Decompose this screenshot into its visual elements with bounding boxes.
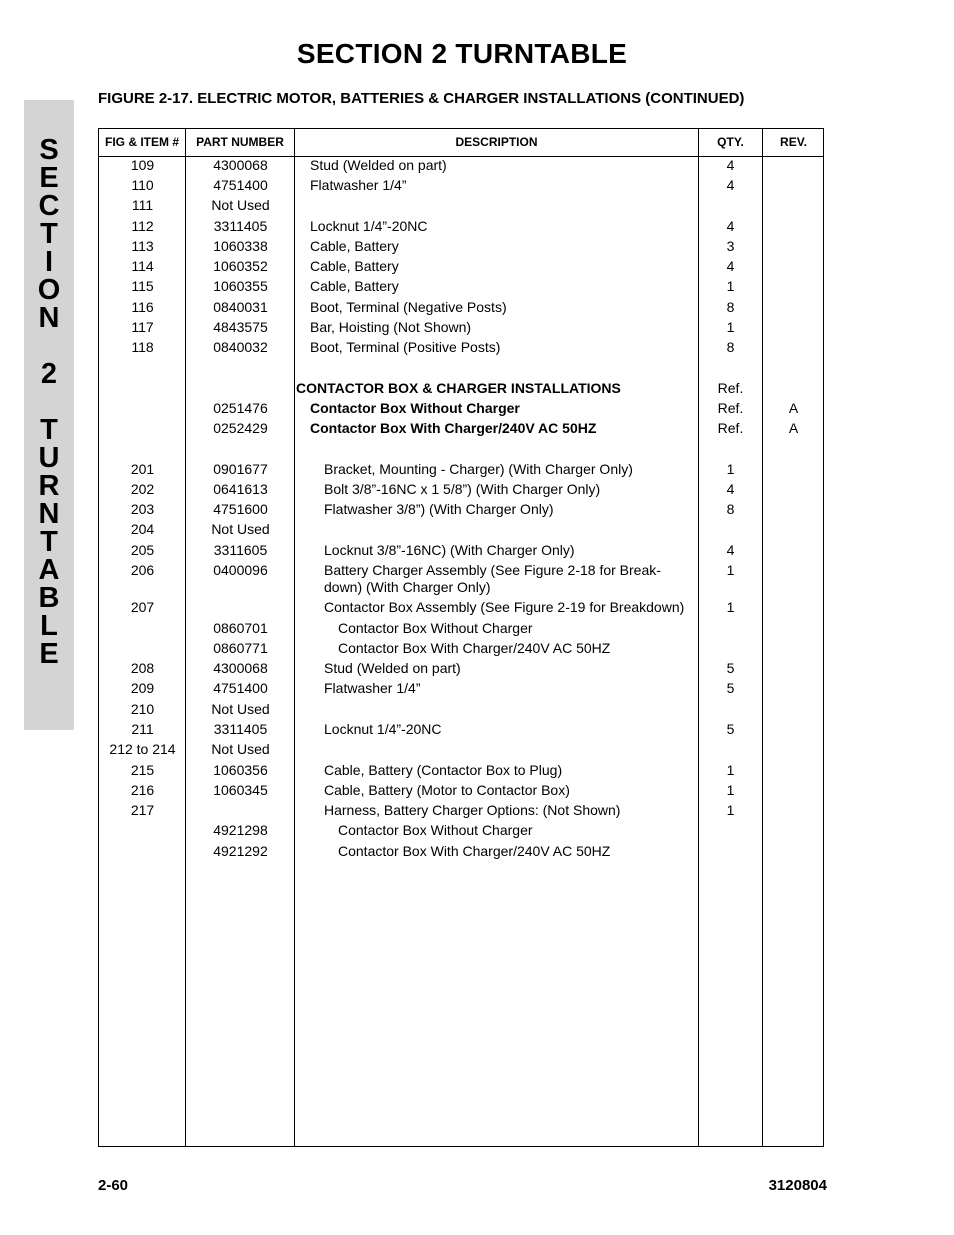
part-number-cell: 0252429 bbox=[213, 420, 268, 436]
description-cell bbox=[296, 501, 696, 518]
item-number-cell: 212 to 214 bbox=[109, 741, 176, 757]
description-line: Cable, Battery bbox=[310, 238, 399, 254]
item-number-cell: 216 bbox=[130, 782, 155, 798]
part-number-cell: 4300068 bbox=[213, 157, 268, 173]
description-line: Contactor Box Without Charger bbox=[338, 822, 533, 838]
part-number-cell: 0840031 bbox=[213, 299, 268, 315]
qty-cell: 1 bbox=[726, 802, 735, 818]
item-number-cell: 112 bbox=[131, 218, 154, 234]
qty-cell: 4 bbox=[726, 542, 735, 558]
rev-cell: A bbox=[788, 400, 799, 416]
qty-cell: 4 bbox=[726, 218, 735, 234]
page-number: 2-60 bbox=[98, 1177, 129, 1194]
part-number-cell: 4921298 bbox=[213, 822, 268, 838]
side-tab-letter: E bbox=[39, 162, 59, 194]
qty-cell: 1 bbox=[726, 562, 735, 578]
part-number-cell: 4751400 bbox=[213, 680, 268, 696]
qty-cell: 1 bbox=[726, 278, 735, 294]
qty-cell: Ref. bbox=[717, 380, 744, 396]
item-number-cell: 209 bbox=[130, 680, 155, 696]
side-tab-letter: T bbox=[40, 526, 58, 558]
description-line: Stud (Welded on part) bbox=[310, 157, 447, 173]
item-number-cell: 202 bbox=[130, 481, 155, 497]
description-cell bbox=[296, 481, 696, 498]
description-line: Contactor Box With Charger/240V AC 50HZ bbox=[310, 420, 597, 436]
description-cell bbox=[296, 238, 696, 255]
description-line: down) (With Charger Only) bbox=[324, 579, 491, 595]
description-line: Cable, Battery bbox=[310, 258, 399, 274]
item-number-cell: 208 bbox=[130, 660, 155, 676]
part-number-cell: Not Used bbox=[211, 741, 270, 757]
part-number-cell: 4843575 bbox=[213, 319, 268, 335]
description-line: Harness, Battery Charger Options: (Not Shown) bbox=[324, 802, 621, 818]
description-line: Boot, Terminal (Positive Posts) bbox=[310, 339, 501, 355]
description-line: Boot, Terminal (Negative Posts) bbox=[310, 299, 507, 315]
part-number-cell: 0400096 bbox=[213, 562, 268, 578]
part-number-cell: Not Used bbox=[211, 197, 270, 213]
side-tab-letter: 2 bbox=[40, 358, 58, 390]
item-number-cell: 203 bbox=[130, 501, 155, 517]
side-tab-letter: R bbox=[38, 470, 60, 502]
qty-cell: 8 bbox=[726, 501, 735, 517]
part-number-cell: 0860701 bbox=[213, 620, 268, 636]
description-line: Battery Charger Assembly (See Figure 2-18 for Break- bbox=[324, 562, 661, 578]
side-tab-letter: O bbox=[37, 274, 61, 306]
qty-cell: 5 bbox=[726, 660, 735, 676]
column-divider bbox=[762, 129, 763, 1146]
side-tab-letter: U bbox=[38, 442, 60, 474]
side-tab-letter: B bbox=[38, 582, 60, 614]
qty-cell: 1 bbox=[726, 319, 735, 335]
header-qty: QTY. bbox=[717, 135, 744, 149]
qty-cell: 8 bbox=[726, 339, 735, 355]
description-cell bbox=[296, 258, 696, 275]
qty-cell: 1 bbox=[726, 599, 735, 615]
description-line: Cable, Battery (Contactor Box to Plug) bbox=[324, 762, 563, 778]
part-number-cell: 4300068 bbox=[213, 660, 268, 676]
description-cell bbox=[296, 762, 696, 779]
qty-cell: 1 bbox=[726, 461, 735, 477]
section-side-tab bbox=[24, 100, 74, 730]
part-number-cell: 3311405 bbox=[213, 218, 268, 234]
item-number-cell: 116 bbox=[131, 299, 154, 315]
qty-cell: 4 bbox=[726, 177, 735, 193]
description-line: Flatwasher 1/4” bbox=[324, 680, 421, 696]
item-number-cell: 217 bbox=[130, 802, 155, 818]
side-tab-letter: T bbox=[40, 414, 58, 446]
qty-cell: 1 bbox=[726, 762, 735, 778]
part-number-cell: 0901677 bbox=[213, 461, 268, 477]
item-number-cell: 204 bbox=[130, 521, 155, 537]
item-number-cell: 210 bbox=[130, 701, 155, 717]
qty-cell: Ref. bbox=[717, 400, 744, 416]
description-cell bbox=[296, 680, 696, 697]
side-tab-letter: N bbox=[38, 302, 60, 334]
item-number-cell: 207 bbox=[130, 599, 155, 615]
description-cell bbox=[296, 380, 696, 397]
part-number-cell: 0840032 bbox=[213, 339, 268, 355]
part-number-cell: 1060355 bbox=[213, 278, 268, 294]
description-cell bbox=[296, 640, 696, 657]
description-line: Bracket, Mounting - Charger) (With Charger Only) bbox=[324, 461, 633, 477]
description-cell bbox=[296, 278, 696, 295]
qty-cell: 3 bbox=[726, 238, 735, 254]
description-line: Contactor Box With Charger/240V AC 50HZ bbox=[338, 640, 611, 656]
description-line: Locknut 1/4”-20NC bbox=[310, 218, 428, 234]
item-number-cell: 206 bbox=[130, 562, 155, 578]
description-line: Contactor Box Without Charger bbox=[310, 400, 520, 416]
item-number-cell: 215 bbox=[130, 762, 155, 778]
description-cell bbox=[296, 461, 696, 478]
rev-cell: A bbox=[788, 420, 799, 436]
item-number-cell: 109 bbox=[130, 157, 155, 173]
description-cell bbox=[296, 562, 696, 596]
item-number-cell: 110 bbox=[131, 177, 154, 193]
description-cell bbox=[296, 177, 696, 194]
qty-cell: 4 bbox=[726, 258, 735, 274]
document-number: 3120804 bbox=[768, 1177, 827, 1194]
description-line: Cable, Battery bbox=[310, 278, 399, 294]
item-number-cell: 201 bbox=[130, 461, 155, 477]
side-tab-letter: S bbox=[39, 134, 59, 166]
figure-title: FIGURE 2-17. ELECTRIC MOTOR, BATTERIES & CHARGER INSTALLATIONS (CONTINUED) bbox=[98, 90, 745, 107]
description-cell bbox=[296, 400, 696, 417]
description-line: Cable, Battery (Motor to Contactor Box) bbox=[324, 782, 570, 798]
item-number-cell: 113 bbox=[131, 238, 154, 254]
side-tab-letter: E bbox=[39, 638, 59, 670]
parts-table bbox=[98, 128, 824, 1147]
part-number-cell: 4921292 bbox=[213, 843, 268, 859]
description-line: Stud (Welded on part) bbox=[324, 660, 461, 676]
description-line: Contactor Box Without Charger bbox=[338, 620, 533, 636]
qty-cell: 8 bbox=[726, 299, 735, 315]
item-number-cell: 118 bbox=[131, 339, 154, 355]
item-number-cell: 115 bbox=[131, 278, 154, 294]
description-cell bbox=[296, 843, 696, 860]
header-part-number: PART NUMBER bbox=[196, 135, 284, 149]
side-tab-letter: A bbox=[38, 554, 60, 586]
description-cell bbox=[296, 721, 696, 738]
section-title: SECTION 2 TURNTABLE bbox=[296, 38, 628, 69]
description-line: Locknut 3/8”-16NC) (With Charger Only) bbox=[324, 542, 575, 558]
description-line: Contactor Box Assembly (See Figure 2-19 for Breakdown) bbox=[324, 599, 685, 615]
header-item: FIG & ITEM # bbox=[104, 135, 179, 149]
description-line: CONTACTOR BOX & CHARGER INSTALLATIONS bbox=[296, 380, 621, 396]
part-number-cell: 4751400 bbox=[213, 177, 268, 193]
header-rev: REV. bbox=[780, 135, 807, 149]
header-description: DESCRIPTION bbox=[455, 135, 538, 149]
side-tab-letter: L bbox=[40, 610, 58, 642]
item-number-cell: 211 bbox=[131, 721, 154, 737]
part-number-cell: 3311605 bbox=[213, 542, 268, 558]
description-line: Bar, Hoisting (Not Shown) bbox=[310, 319, 472, 335]
description-line: Flatwasher 3/8”) (With Charger Only) bbox=[324, 501, 554, 517]
description-cell bbox=[296, 420, 696, 437]
side-tab-letter: T bbox=[40, 218, 58, 250]
description-cell bbox=[296, 802, 696, 819]
part-number-cell: 1060345 bbox=[213, 782, 268, 798]
qty-cell: Ref. bbox=[717, 420, 744, 436]
part-number-cell: 4751600 bbox=[213, 501, 268, 517]
part-number-cell: Not Used bbox=[211, 521, 270, 537]
description-line: Locknut 1/4”-20NC bbox=[324, 721, 442, 737]
part-number-cell: 3311405 bbox=[213, 721, 268, 737]
qty-cell: 4 bbox=[726, 481, 735, 497]
description-cell bbox=[296, 542, 696, 559]
part-number-cell: 1060356 bbox=[213, 762, 268, 778]
description-cell bbox=[296, 660, 696, 677]
description-cell bbox=[296, 782, 696, 799]
qty-cell: 4 bbox=[726, 157, 735, 173]
description-line: Bolt 3/8”-16NC x 1 5/8”) (With Charger Only) bbox=[324, 481, 601, 497]
item-number-cell: 205 bbox=[130, 542, 155, 558]
description-cell bbox=[296, 319, 696, 336]
part-number-cell: 1060338 bbox=[213, 238, 268, 254]
item-number-cell: 117 bbox=[131, 319, 154, 335]
part-number-cell: Not Used bbox=[211, 701, 270, 717]
part-number-cell: 0641613 bbox=[213, 481, 268, 497]
part-number-cell: 0860771 bbox=[213, 640, 268, 656]
description-line: Contactor Box With Charger/240V AC 50HZ bbox=[338, 843, 611, 859]
description-cell bbox=[296, 822, 696, 839]
qty-cell: 1 bbox=[726, 782, 735, 798]
description-cell bbox=[296, 299, 696, 316]
side-tab-letter: I bbox=[44, 246, 54, 278]
part-number-cell: 0251476 bbox=[213, 400, 268, 416]
part-number-cell: 1060352 bbox=[213, 258, 268, 274]
side-tab-letter: N bbox=[38, 498, 60, 530]
qty-cell: 5 bbox=[726, 721, 735, 737]
description-cell bbox=[296, 157, 696, 174]
description-cell bbox=[296, 218, 696, 235]
item-number-cell: 111 bbox=[131, 197, 154, 213]
description-cell bbox=[296, 339, 696, 356]
side-tab-letter: C bbox=[38, 190, 60, 222]
description-cell bbox=[296, 599, 696, 616]
qty-cell: 5 bbox=[726, 680, 735, 696]
item-number-cell: 114 bbox=[131, 258, 154, 274]
description-line: Flatwasher 1/4” bbox=[310, 177, 407, 193]
description-cell bbox=[296, 620, 696, 637]
